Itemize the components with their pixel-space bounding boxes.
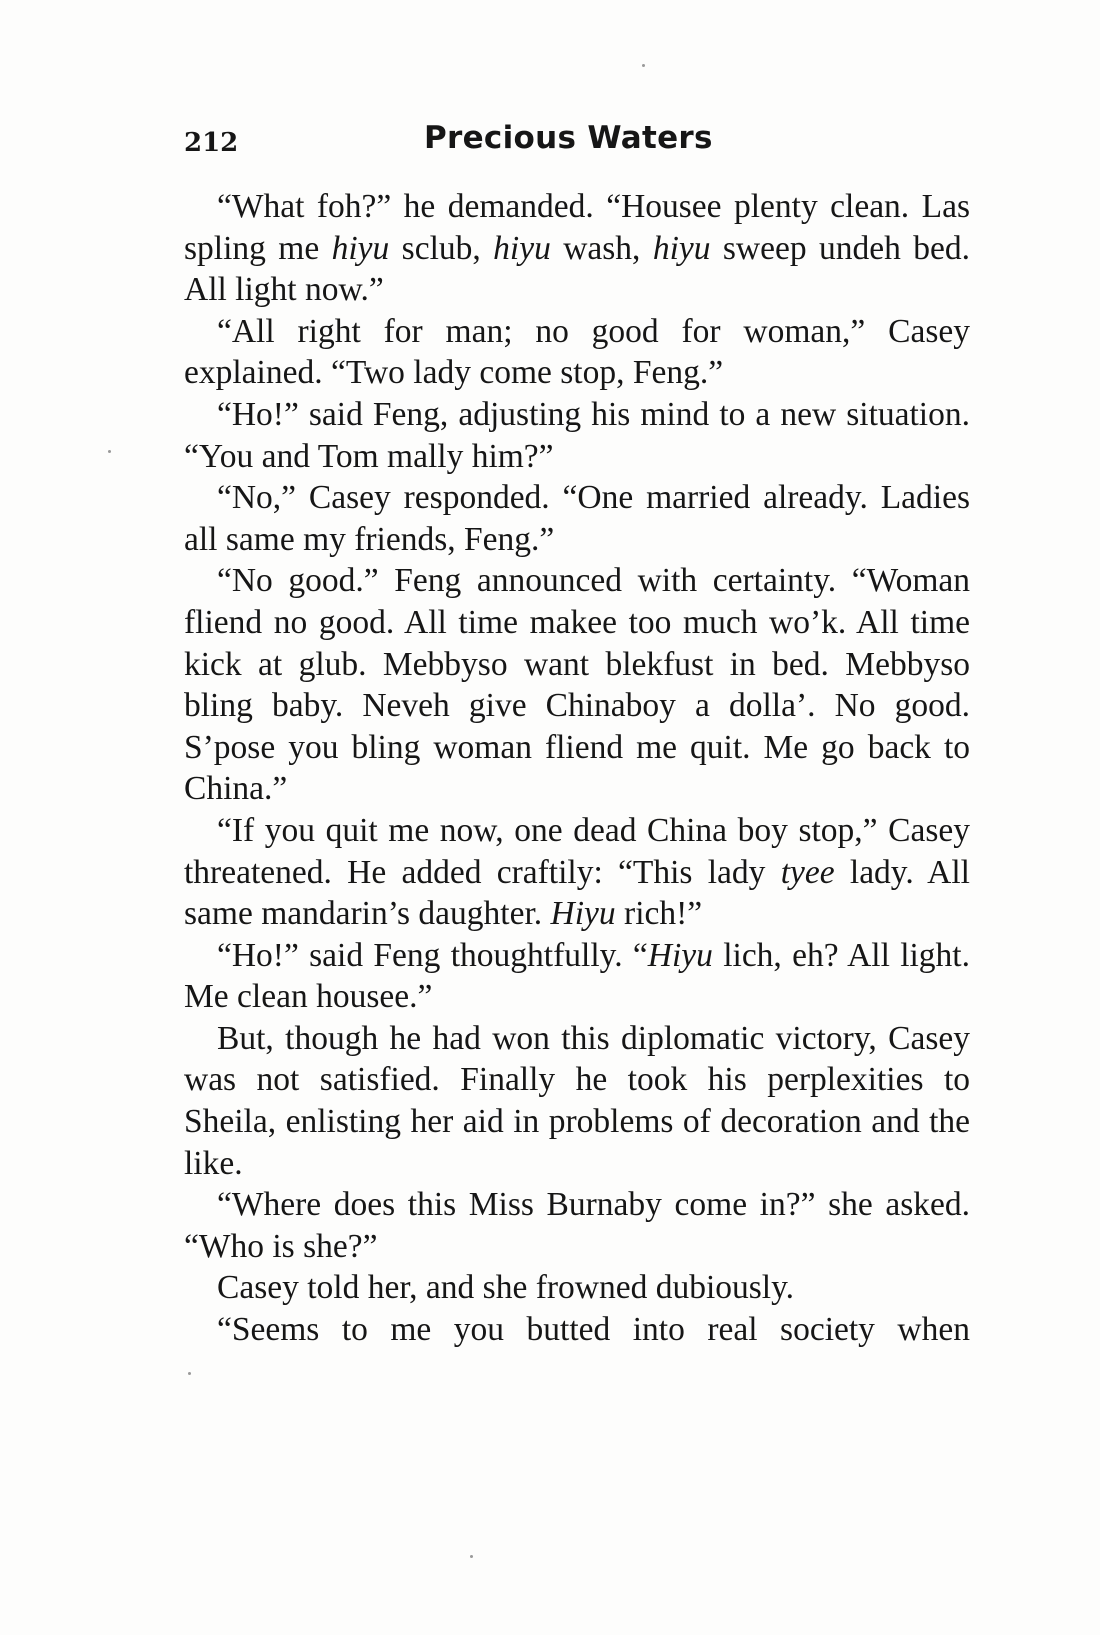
paragraph: “If you quit me now, one dead China boy stop,” Casey threatened. He added craftily: “This lady tyee lady. All same mandarin’s daughter. Hiyu rich!”: [184, 811, 970, 933]
italic-word: Hiyu: [550, 895, 616, 933]
paragraph: “What foh?” he demanded. “Housee plenty clean. Las spling me hiyu sclub, hiyu wash, hiyu sweep undeh bed. All light now.”: [184, 188, 970, 309]
running-title: Precious Waters: [424, 120, 713, 156]
paragraph: “Seems to me you butted into real society when: [217, 1311, 970, 1349]
italic-word: hiyu: [493, 229, 551, 267]
italic-word: hiyu: [331, 229, 390, 267]
body-text: [184, 186, 970, 1351]
page-header: [184, 120, 964, 170]
paragraph: “Ho!” said Feng thoughtfully. “Hiyu lich, eh? All light. Me clean housee.”: [184, 936, 970, 1016]
paragraph: “No good.” Feng announced with certainty. “Woman fliend no good. All time makee too much wo’k. All time kick at glub. Mebbyso want blekfust in bed. Mebbyso bling baby. Neveh give Chinaboy a dolla’. No good. S’pose you bling woman fliend me quit. Me go back to China.”: [184, 562, 970, 808]
italic-word: hiyu: [652, 229, 711, 267]
scan-speck: [108, 450, 111, 453]
italic-word: Hiyu: [647, 936, 713, 974]
paragraph: “No,” Casey responded. “One married already. Ladies all same my friends, Feng.”: [184, 479, 970, 558]
paragraph: Casey told her, and she frowned dubiously.: [217, 1269, 795, 1307]
paragraph: “Ho!” said Feng, adjusting his mind to a new situation. “You and Tom mally him?”: [184, 395, 970, 475]
page-number: 212: [184, 128, 239, 158]
scan-speck: [188, 1372, 191, 1375]
italic-word: tyee: [780, 853, 835, 891]
scan-speck: [642, 64, 645, 67]
paragraph: “All right for man; no good for woman,” Casey explained. “Two lady come stop, Feng.”: [184, 312, 970, 392]
paragraph: “Where does this Miss Burnaby come in?” she asked. “Who is she?”: [184, 1186, 970, 1265]
paragraph: But, though he had won this diplomatic victory, Casey was not satisfied. Finally he took his perplexities to Sheila, enlisting her aid in problems of decoration and the like.: [184, 1019, 970, 1182]
scan-speck: [470, 1555, 473, 1558]
